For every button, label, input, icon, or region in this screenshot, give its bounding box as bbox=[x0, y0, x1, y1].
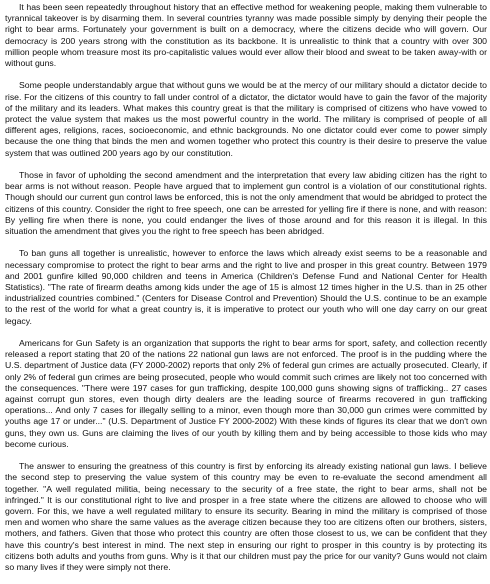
essay-document bbox=[5, 2, 487, 584]
paragraph-enforce-laws: To ban guns all together is unrealistic, however to enforce the laws which already exist seems to be a reasonable and necessary compromise to protect the right to bear arms and the right to live and prosper in this great country. Between 1979 and 2001 gunfire killed 90,000 children and teens in America (Children's Defense Fund and National Center for Health Statistics). "The rate of firearm deaths among kids under the age of 15 is almost 12 times higher in the U.S. than in 25 other industrialized countries combined." (Centers for Disease Control and Prevention) Should the U.S. continue to be an example to the rest of the world for what a great country is, it is imperative to protect our youth who will one day carry on our great legacy. bbox=[5, 248, 487, 326]
paragraph-tyranny-disarming: It has been seen repeatedly throughout history that an effective method for weakening people, making them vulnerable to tyrannical takeover is by disarming them. In several countries tyranny was made possible simply by denying their people the right to bear arms. Fortunately your government is built on a democracy, where the citizens decide who will govern. Our democracy is 200 years strong with the constitution as its backbone. It is unrealistic to think that a country with over 300 million people whom treasure most its pro-capitalistic values would ever allow their blood and sweat to be taken away-with or without guns. bbox=[5, 2, 487, 69]
paragraph-gun-safety: Americans for Gun Safety is an organization that supports the right to bear arms for sport, safety, and collection recently released a report stating that 20 of the nations 22 national gun laws are not enforced. The proof is in the pudding where the U.S. department of Justice data (FY 2000-2002) reports that only 2% of federal gun crimes are actually prosecuted. Clearly, if only 2% of federal gun crimes are being prosecuted, people who would commit such crimes are likely not too concerned with the consequences. "There were 197 cases for gun trafficking, despite 100,000 guns showing signs of trafficking.. 27 cases against corrupt gun stores, even though dirty dealers are the leading source of firearms recovered in gun trafficking operations... And only 7 cases for illegally selling to a minor, even though more than 30,000 gun crimes were committed by youths age 17 or under..." (U.S. Department of Justice FY 2000-2002) With these kinds of figures its clear that we don't own guns, they own us. Guns are claiming the lives of our youth by killing them and by being accessible to those kids who may become curious. bbox=[5, 338, 487, 449]
paragraph-military-dictator: Some people understandably argue that without guns we would be at the mercy of our military should a dictator decide to rise. For the citizens of this country to fall under control of a dictator, the dictator would have to gain the favor of the majority of the military and its leaders. What makes this country great is that the military is comprised of citizens who have vowed to protect the value system that makes us the most powerful country in the world. The military is comprised of people of all different ages, religions, races, socioeconomic, and ethnic backgrounds. No one dictator could ever come to power simply because the one thing that binds the men and women together who protect this country is their desire to preserve the value system that was outlined 200 years ago by our constitution. bbox=[5, 80, 487, 158]
paragraph-conclusion: The answer to ensuring the greatness of this country is first by enforcing its already existing national gun laws. I believe the second step to preserving the value system of this country may be even to re-evaluate the second amendment all together. "A well regulated militia, being necessary to the security of a free state, the right to bear arms, shall not be infringed." It is our constitutional right to live and prosper in a free state where the citizens are allowed to choose who will govern. For this, we have a well regulated military to ensure its security. Bearing in mind the military is comprised of those men and women who share the same values as the average citizen because they too are citizens often our brothers, sisters, mothers, and fathers. Given that those who protect this country are often those closest to us, we can be confident that they have this country's best interest in mind. The next step in ensuring our right to prosper in this country is by protecting its citizens both adults and youths from guns. Why is it that our children must pay the price for our vanity? Guns would not claim so many lives if they were simply not there. bbox=[5, 461, 487, 573]
paragraph-second-amendment: Those in favor of upholding the second amendment and the interpretation that every law abiding citizen has the right to bear arms is not without reason. People have argued that to implement gun control is a violation of our constitutional rights. Though should our current gun control laws be enforced, this is not the only amendment that would be abridged to protect the citizens of this country. Consider the right to free speech, one can be arrested for yelling fire if there is none, and with reason: By yelling fire when there is none, you could endanger the lives of those around and for this reason it is illegal. In this situation the amendment that gives you the right to free speech has been abridged. bbox=[5, 170, 487, 237]
